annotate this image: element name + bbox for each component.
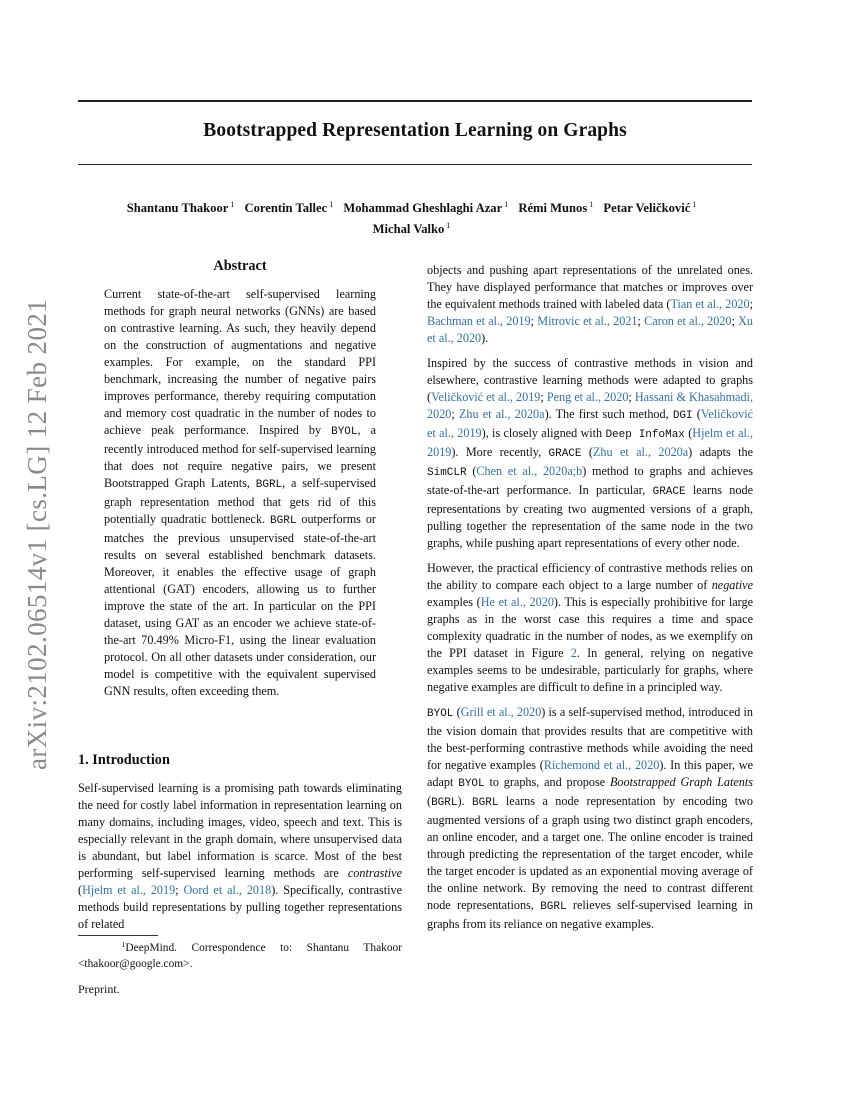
citation-link[interactable]: Xu et al., 2020 — [427, 314, 753, 345]
emphasis: Bootstrapped Graph Latents — [609, 775, 753, 789]
text-run: ) is a self-supervised method, introduced in the vision domain that provides results that are competitive with the best-performing contrastive methods while avoiding the need for negative examples ( — [427, 705, 753, 772]
text-run: ; — [451, 407, 459, 421]
text-run: objects and pushing apart representations of the unrelated ones. They have displayed performance that matches or improves over the equivalent methods trained with labeled data ( — [427, 263, 753, 311]
text-run: Inspired by the success of contrastive methods in vision and elsewhere, contrastive learning methods were adapted to graphs ( — [427, 356, 753, 404]
text-run: However, the practical efficiency of contrastive methods relies on the ability to compare each object to a large number of — [427, 561, 753, 592]
author-name: Rémi Munos — [518, 201, 588, 215]
footnote-text: DeepMind. Correspondence to: Shantanu Thakoor <thakoor@google.com>. — [78, 942, 403, 970]
text-run: ( — [466, 464, 477, 478]
code-term: Deep InfoMax — [605, 429, 685, 441]
text-run: ). — [457, 794, 473, 808]
text-run: learns a node representation by encoding two augmented versions of a graph using two distinct graph encoders, an online encoder, and a target one. The online encoder is trained through predicting the representation of the target encoder, while the target encoder is updated as an exponential moving average of the online network. By removing the need to contrast different node representations, — [427, 794, 753, 912]
citation-link[interactable]: Richemond et al., 2020 — [543, 758, 660, 772]
code-term: BGRL — [431, 797, 458, 809]
text-run: , a recently introduced method for self-supervised learning that does not require negative pairs, we present Bootstrapped Graph Latents, — [104, 423, 376, 490]
citation-link[interactable]: Tian et al., 2020 — [670, 297, 750, 311]
text-run: ( — [427, 794, 432, 808]
title-rule-bottom — [78, 164, 752, 165]
code-term: SimCLR — [427, 467, 467, 479]
text-run: Current state-of-the-art self-supervised learning methods for graph neural networks (GNNs) are based on contrastive learning. As such, they heavily depend on the construction of augmentations and negative examples. For example, on the standard PPI benchmark, increasing the number of negative pairs improves performance, thereby requiring computation and memory cost quadratic in the number of nodes to achieve peak performance. Inspired by — [104, 287, 376, 437]
affiliation-mark: 1 — [446, 221, 451, 230]
arxiv-side-stamp: arXiv:2102.06514v1 [cs.LG] 12 Feb 2021 — [22, 298, 52, 770]
text-run: ; — [731, 314, 739, 328]
text-run: . In general, relying on negative examples seems to be undesirable, particularly for graphs, where negative examples are difficult to define in a principled way. — [427, 646, 753, 694]
text-run: ) adapts the — [688, 445, 753, 459]
author-name: Mohammad Gheshlaghi Azar — [343, 201, 503, 215]
text-run: ), is closely aligned with — [481, 426, 606, 440]
text-run: ( — [581, 445, 593, 459]
text-run: ; — [749, 297, 754, 311]
text-run: ). More recently, — [451, 445, 549, 459]
text-run: ( — [78, 883, 83, 897]
text-run: ; — [540, 390, 547, 404]
section-heading-introduction: 1. Introduction — [78, 752, 170, 768]
text-run: to graphs, and propose — [484, 775, 610, 789]
citation-link[interactable]: Chen et al., 2020a;b — [476, 464, 583, 478]
text-run: ; — [530, 314, 538, 328]
emphasis: contrastive — [347, 866, 402, 880]
paper-title: Bootstrapped Representation Learning on Graphs — [203, 120, 627, 141]
author-name: Corentin Tallec — [244, 201, 328, 215]
body-paragraph — [427, 704, 753, 933]
figure-reference-link[interactable]: 2 — [570, 646, 577, 660]
citation-link[interactable]: Caron et al., 2020 — [644, 314, 732, 328]
intro-paragraph — [78, 780, 402, 933]
text-run: ( — [692, 407, 701, 421]
emphasis: negative — [711, 578, 753, 592]
citation-link[interactable]: Mitrovic et al., 2021 — [537, 314, 638, 328]
text-run: ( — [453, 705, 461, 719]
affiliation-mark: 1 — [230, 200, 235, 209]
affiliation-mark: 1 — [329, 200, 334, 209]
code-term: BGRL — [540, 901, 567, 913]
code-term: BGRL — [255, 479, 283, 491]
citation-link[interactable]: Zhu et al., 2020a — [592, 445, 689, 459]
text-run: ) method to graphs and achieves state-of-the-art performance. In particular, — [427, 464, 753, 497]
author-name: Shantanu Thakoor — [126, 201, 229, 215]
author-list — [78, 196, 752, 238]
footnote — [78, 937, 402, 972]
text-run: relieves self-supervised learning in graphs from its reliance on negative examples. — [427, 898, 754, 931]
text-run: learns node representations by creating two augmented versions of a graph, pulling together the representation of the same node in the two graphs, while pushing apart representations of every other node. — [427, 483, 753, 550]
citation-link[interactable]: Hassani & Khasahmadi, 2020 — [427, 390, 753, 421]
body-paragraph — [427, 560, 753, 696]
footnote-mark: 1 — [121, 940, 126, 949]
author-name: Michal Valko — [372, 222, 445, 236]
citation-link[interactable]: Oord et al., 2018 — [183, 883, 272, 897]
code-term: GRACE — [652, 486, 686, 498]
abstract-heading: Abstract — [213, 258, 267, 274]
text-run: ). — [481, 331, 489, 345]
citation-link[interactable]: Veličković et al., 2019 — [431, 390, 541, 404]
text-run: , a self-supervised graph representation method that gets rid of this potentially quadratic bottleneck. — [104, 476, 376, 526]
code-term: GRACE — [548, 448, 582, 460]
citation-link[interactable]: Bachman et al., 2019 — [427, 314, 531, 328]
text-run: ( — [684, 426, 693, 440]
body-paragraph — [427, 355, 753, 552]
code-term: BYOL — [458, 778, 485, 790]
text-run: ). This is especially prohibitive for large graphs as in the worst case this requires a time and space complexity quadratic in the number of nodes, as we exemplify on the PPI dataset in Figure — [427, 595, 753, 660]
citation-link[interactable]: Peng et al., 2020 — [546, 390, 629, 404]
text-run: ; — [628, 390, 635, 404]
citation-link[interactable]: Hjelm et al., 2019 — [427, 426, 754, 459]
citation-link[interactable]: Hjelm et al., 2019 — [82, 883, 176, 897]
text-run: Self-supervised learning is a promising path towards eliminating the need for costly label information in representation learning on many domains, including images, video, speech and text. This is especially relevant in the graph domain, where unsupervised data is abundant, but label information is scarce. Most of the best performing self-supervised learning methods are — [78, 781, 402, 880]
citation-link[interactable]: Grill et al., 2020 — [460, 705, 542, 719]
title-rule-top — [78, 100, 752, 102]
text-run: ). The first such method, — [544, 407, 673, 421]
text-run: outperforms or matches the previous unsupervised state-of-the-art results on several established benchmark datasets. Moreover, it enables the effective usage of graph attentional (GAT) encoders, allowing us to further improve the state of the art. In particular on the PPI dataset, using GAT as an encoder we achieve state-of-the-art 70.49% Micro-F1, using the linear evaluation protocol. On all other datasets under consideration, our model is competitive with the equivalent supervised GNN results, often exceeding them. — [104, 512, 376, 698]
code-term: BGRL — [270, 515, 297, 527]
citation-link[interactable]: He et al., 2020 — [480, 595, 554, 609]
affiliation-mark: 1 — [692, 200, 697, 209]
text-run: ). Specifically, contrastive methods build representations by pulling together representations of related — [78, 883, 403, 931]
text-run: examples ( — [427, 595, 481, 609]
citation-link[interactable]: Veličković et al., 2019 — [427, 407, 753, 440]
footnote-rule — [78, 935, 158, 936]
code-term: DGI — [672, 410, 693, 422]
affiliation-mark: 1 — [589, 200, 594, 209]
code-term: BGRL — [472, 797, 499, 809]
affiliation-mark: 1 — [504, 200, 509, 209]
code-term: BYOL — [427, 708, 454, 720]
preprint-label: Preprint. — [78, 982, 120, 996]
abstract-body — [104, 286, 376, 700]
body-paragraph — [427, 262, 753, 347]
author-name: Petar Veličković — [603, 201, 691, 215]
text-run: ; — [175, 883, 184, 897]
text-run: ). In this paper, we adapt — [427, 758, 754, 789]
citation-link[interactable]: Zhu et al., 2020a — [458, 407, 545, 421]
text-run: ; — [637, 314, 645, 328]
right-column — [427, 262, 753, 941]
code-term: BYOL — [331, 426, 358, 438]
